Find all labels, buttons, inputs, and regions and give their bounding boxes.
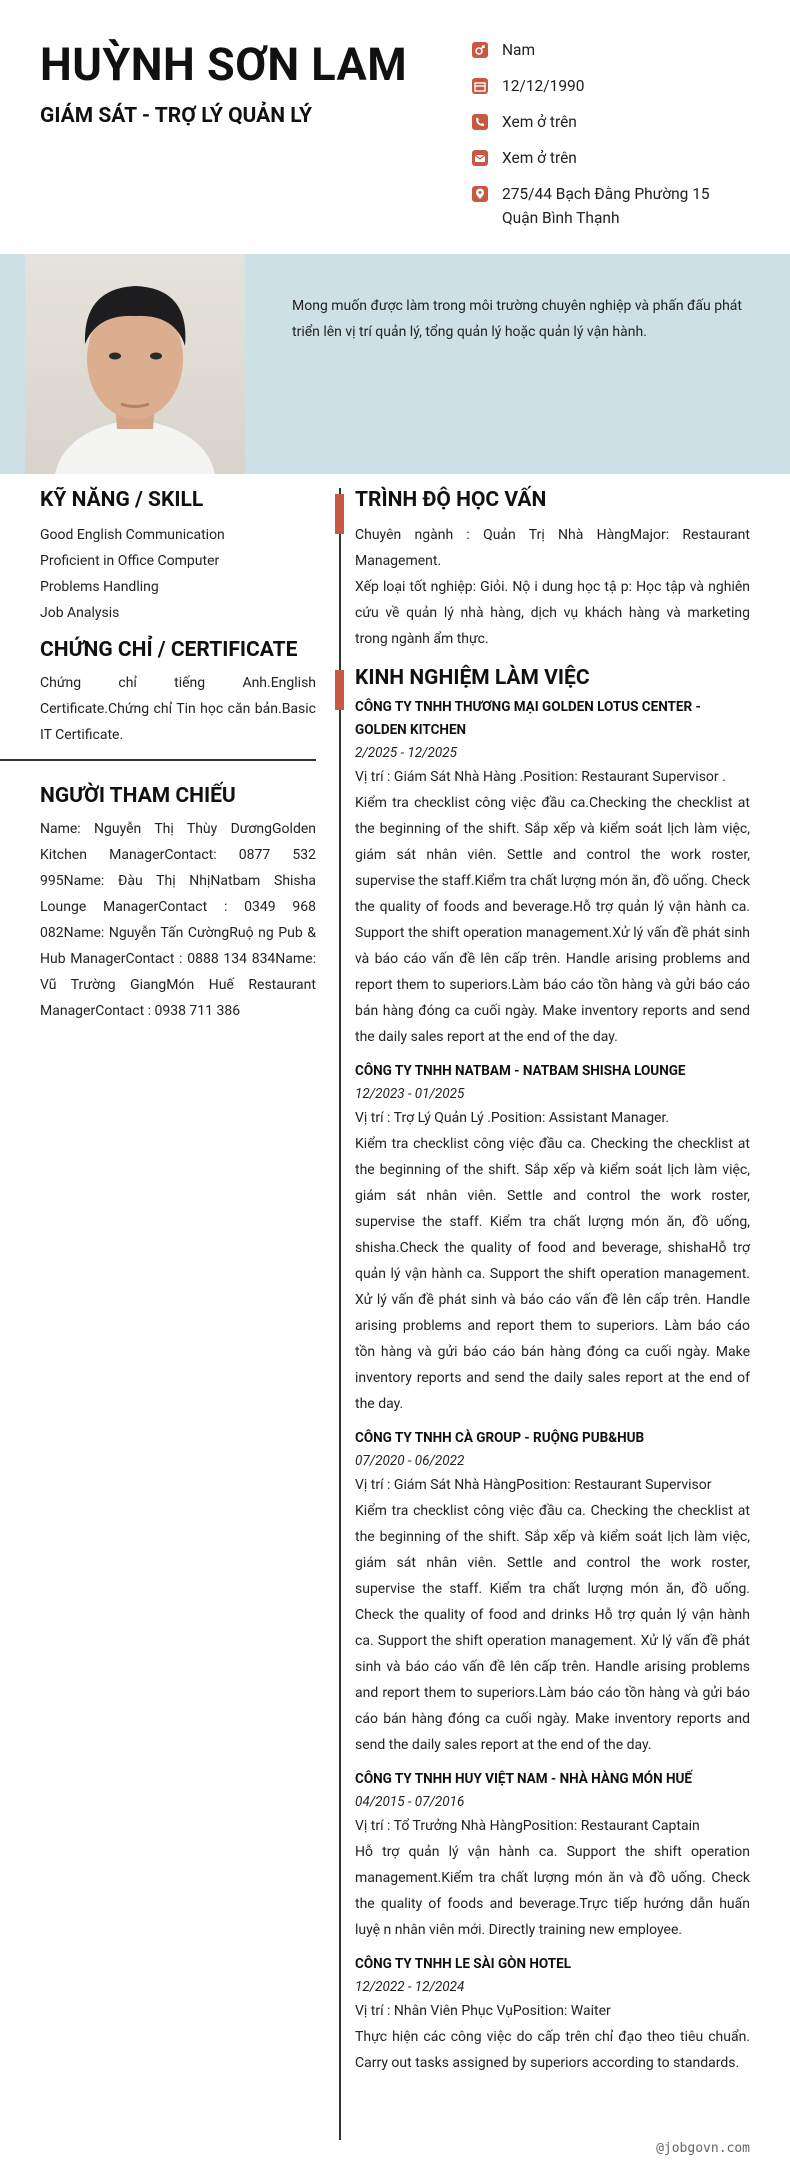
job-description: Kiểm tra checklist công việc đầu ca. Checking the checklist at the beginning of the shift. Sắp xếp và kiểm soát lịch làm việc, giám sát nhân viên. Settle and control the work roster, supervise the staff. Kiểm tra chất lượng món ăn, đồ uống. Check the quality of food and drinks Hỗ trợ quản lý vận hành ca. Support the shift operation management. Xử lý vấn đề phát sinh và báo cáo vấn đề lên cấp trên. Handle arising problems and report them to superiors.Làm báo cáo tồn hàng và gửi báo cáo bán hàng đóng ca cuối ngày. Make inventory reports and send the daily sales report at the end of the day.	[355, 1503, 750, 1753]
references-text: Name: Nguyễn Thị Thùy DươngGolden Kitchen ManagerContact: 0877 532 995Name: Đàu Thị NhịNatbam Shisha Lounge ManagerContact : 0349 968 082Name: Nguyễn Tấn CườngRuộ ng Pub & Hub ManagerContact : 0888 134 834Name: Vũ Trường GiangMón Huế Restaurant ManagerContact : 0938 711 386	[40, 821, 316, 1019]
skill-item: Problems Handling	[40, 579, 159, 595]
right-column	[355, 488, 750, 2076]
contact-address	[472, 182, 772, 230]
contact-gender	[472, 38, 772, 62]
career-objective: Mong muốn được làm trong môi trường chuyên nghiệp và phấn đấu phát triển lên vị trí quản lý, tổng quản lý hoặc quản lý vận hành.	[292, 298, 742, 340]
job-description: Kiểm tra checklist công việc đầu ca.Checking the checklist at the beginning of the shift. Sắp xếp và kiểm soát lịch làm việc, giám sát nhân viên. Settle and control the work roster, supervise the staff.Kiểm tra chất lượng món ăn, đồ uống. Check the quality of foods and beverage.Hỗ trợ quản lý vận hành ca. Support the shift operation management.Xử lý vấn đề phát sinh và báo cáo vấn đề lên cấp trên. Handle arising problems and report them to superiors.Làm báo cáo tồn hàng và gửi báo cáo bán hàng đóng ca cuối ngày. Make inventory reports and send the daily sales report at the end of the day.	[355, 795, 750, 1045]
source-watermark: @jobgovn.com	[656, 2141, 750, 2156]
contact-dob-value: 12/12/1990	[502, 77, 585, 95]
profile-photo	[25, 254, 245, 474]
job-period: 12/2023 - 01/2025	[355, 1086, 465, 1102]
job-company: CÔNG TY TNHH THƯƠNG MẠI GOLDEN LOTUS CENTER - GOLDEN KITCHEN	[355, 699, 701, 738]
job-position: Vị trí : Tổ Trưởng Nhà HàngPosition: Restaurant Captain	[355, 1818, 700, 1834]
candidate-name: HUỲNH SƠN LAM	[40, 38, 408, 91]
candidate-role: GIÁM SÁT - TRỢ LÝ QUẢN LÝ	[40, 104, 312, 128]
phone-icon	[472, 114, 488, 130]
job-period: 04/2015 - 07/2016	[355, 1794, 465, 1810]
job-period: 2/2025 - 12/2025	[355, 745, 457, 761]
job-entry	[355, 1953, 750, 2076]
contact-phone-value: Xem ở trên	[502, 113, 577, 131]
contact-phone	[472, 110, 772, 134]
job-company: CÔNG TY TNHH HUY VIỆT NAM - NHÀ HÀNG MÓN HUẾ	[355, 1771, 693, 1787]
job-period: 12/2022 - 12/2024	[355, 1979, 465, 1995]
job-entry	[355, 1060, 750, 1417]
left-column	[40, 488, 316, 1024]
contact-address-line2: Quận Bình Thạnh	[502, 209, 620, 227]
gender-icon	[472, 42, 488, 58]
job-position: Vị trí : Giám Sát Nhà HàngPosition: Restaurant Supervisor	[355, 1477, 712, 1493]
skills-title: KỸ NĂNG / SKILL	[40, 488, 204, 512]
contact-email-value: Xem ở trên	[502, 149, 577, 167]
contact-dob	[472, 74, 772, 98]
location-icon	[472, 186, 488, 202]
job-entry	[355, 1427, 750, 1758]
references-title: NGƯỜI THAM CHIẾU	[40, 784, 236, 808]
skills-list	[40, 522, 316, 626]
experience-title: KINH NGHIỆM LÀM VIỆC	[355, 666, 590, 690]
job-description: Kiểm tra checklist công việc đầu ca. Checking the checklist at the beginning of the shift. Sắp xếp và kiểm soát lịch làm việc, giám sát nhân viên. Settle and control the work roster, supervise the staff. Kiểm tra chất lượng món ăn, đồ uống, shisha.Check the quality of food and beverage, shishaHỗ trợ quản lý vận hành ca. Support the shift operation management. Xử lý vấn đề phát sinh và báo cáo vấn đề lên cấp trên. Handle arising problems and report them to superiors. Làm báo cáo tồn hàng và gửi báo cáo bán hàng đóng ca cuối ngày. Make inventory reports and send the daily sales report at the end of the day.	[355, 1136, 750, 1412]
education-grade: Xếp loại tốt nghiệp: Giỏi. Nộ i dung học tậ p: Học tập và nghiên cứu về quản lý nhà hàng, dịch vụ khách hàng và marketing trong ngành ẩm thực.	[355, 579, 750, 647]
job-period: 07/2020 - 06/2022	[355, 1453, 465, 1469]
education-title: TRÌNH ĐỘ HỌC VẤN	[355, 488, 547, 512]
job-company: CÔNG TY TNHH CÀ GROUP - RUỘNG PUB&HUB	[355, 1430, 645, 1446]
contact-address-line1: 275/44 Bạch Đằng Phường 15	[502, 185, 710, 203]
job-description: Thực hiện các công việc do cấp trên chỉ đạo theo tiêu chuẩn. Carry out tasks assigned by superiors according to standards.	[355, 2029, 750, 2071]
email-icon	[472, 150, 488, 166]
experience-accent-bar	[335, 670, 344, 710]
skill-item: Good English Communication	[40, 527, 225, 543]
certificates-text: Chứng chỉ tiếng Anh.English Certificate.Chứng chỉ Tin học căn bản.Basic IT Certificate.	[40, 675, 316, 743]
education-major: Chuyên ngành : Quản Trị Nhà HàngMajor: Restaurant Management.	[355, 527, 750, 569]
education-accent-bar	[335, 494, 344, 534]
contact-gender-value: Nam	[502, 41, 536, 59]
contact-email	[472, 146, 772, 170]
job-company: CÔNG TY TNHH LE SÀI GÒN HOTEL	[355, 1956, 572, 1972]
contact-info	[472, 38, 772, 242]
certificates-title: CHỨNG CHỈ / CERTIFICATE	[40, 638, 298, 662]
job-position: Vị trí : Nhân Viên Phục VụPosition: Waiter	[355, 2003, 611, 2019]
job-entry	[355, 696, 750, 1050]
job-position: Vị trí : Giám Sát Nhà Hàng .Position: Restaurant Supervisor .	[355, 769, 726, 785]
profile-photo-illustration	[25, 254, 245, 474]
skill-item: Proficient in Office Computer	[40, 553, 220, 569]
skill-item: Job Analysis	[40, 605, 120, 621]
job-entry	[355, 1768, 750, 1943]
job-company: CÔNG TY TNHH NATBAM - NATBAM SHISHA LOUNGE	[355, 1063, 686, 1079]
column-divider	[339, 488, 341, 2140]
job-position: Vị trí : Trợ Lý Quản Lý .Position: Assistant Manager.	[355, 1110, 670, 1126]
calendar-icon	[472, 78, 488, 94]
job-description: Hỗ trợ quản lý vận hành ca. Support the shift operation management.Kiểm tra chất lượng món ăn và đồ uống. Check the quality of foods and beverage.Trực tiếp hướng dẫn huấn luyệ n nhân viên mới. Directly training new employee.	[355, 1844, 750, 1938]
